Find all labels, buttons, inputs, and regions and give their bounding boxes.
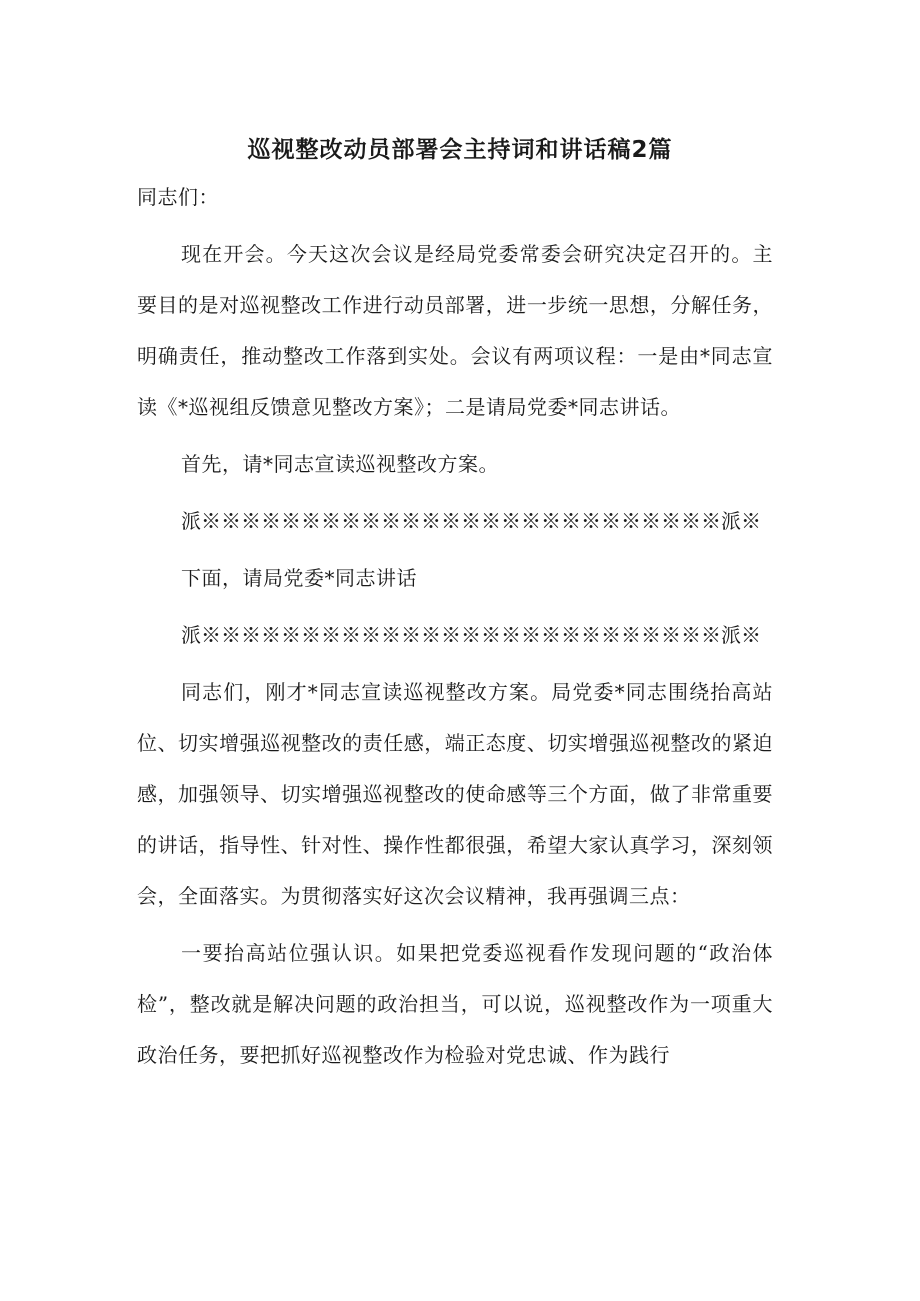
paragraph-second-agenda: 下面，请局党委*同志讲话: [181, 566, 417, 590]
separator-line: 派※※※※※※※※※※※※※※※※※※※※※※※※※※派※: [181, 623, 761, 647]
paragraph-point-one: 一要抬高站位强认识。如果把党委巡视看作发现问题的“政治体检”，整改就是解决问题的政治担当，可以说，巡视整改作为一项重大政治任务，要把抓好巡视整改作为检验对党忠诚、作为践行: [137, 941, 773, 1067]
document-title: 巡视整改动员部署会主持词和讲话稿2篇: [247, 137, 673, 163]
salutation: 同志们：: [137, 185, 219, 209]
paragraph-first-agenda: 首先，请*同志宣读巡视整改方案。: [181, 452, 499, 476]
paragraph-opening: 现在开会。今天这次会议是经局党委常委会研究决定召开的。主要目的是对巡视整改工作进行动员部署，进一步统一思想，分解任务，明确责任，推动整改工作落到实处。会议有两项议程：一是由*同志宣读《*巡视组反馈意见整改方案》；二是请局党委*同志讲话。: [137, 242, 773, 419]
paragraph-summary: 同志们，刚才*同志宣读巡视整改方案。局党委*同志围绕抬高站位、切实增强巡视整改的责任感，端正态度、切实增强巡视整改的紧迫感，加强领导、切实增强巡视整改的使命感等三个方面，做了非常重要的讲话，指导性、针对性、操作性都很强，希望大家认真学习，深刻领会，全面落实。为贯彻落实好这次会议精神，我再强调三点：: [137, 680, 773, 908]
separator-line: 派※※※※※※※※※※※※※※※※※※※※※※※※※※派※: [181, 509, 761, 533]
document-body: [137, 172, 773, 1081]
